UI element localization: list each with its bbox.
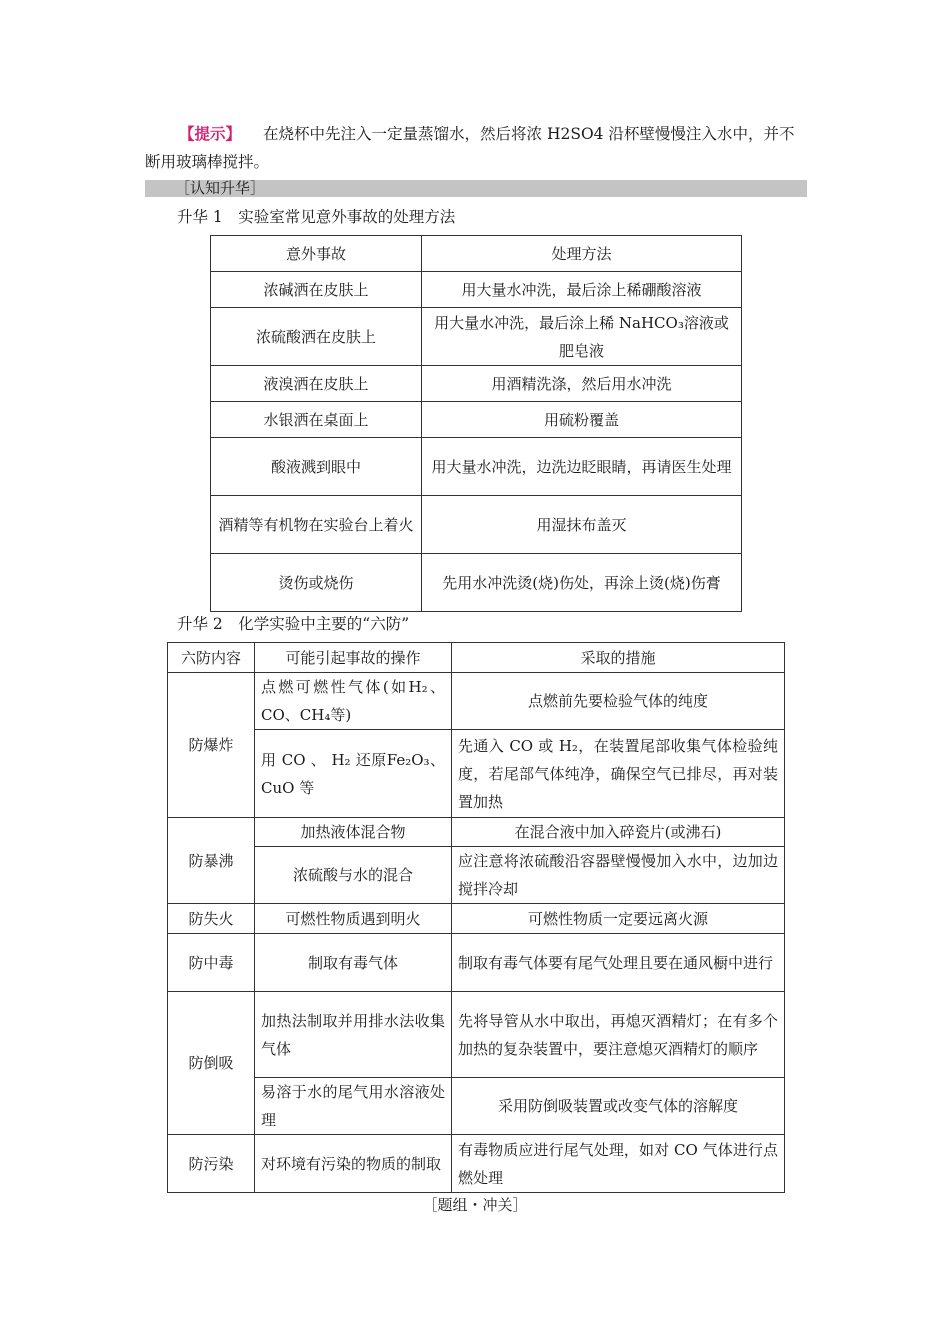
table-row (211, 554, 742, 612)
table-row (211, 496, 742, 554)
operation-cell: 对环境有污染的物质的制取 (255, 1135, 452, 1193)
column-header: 意外事故 (211, 236, 422, 272)
accident-cell: 酒精等有机物在实验台上着火 (211, 496, 422, 554)
measure-cell: 在混合液中加入碎瓷片(或沸石) (452, 818, 785, 847)
prevention-category-cell: 防倒吸 (168, 992, 255, 1135)
section-band (145, 180, 807, 197)
accident-cell: 水银洒在桌面上 (211, 402, 422, 438)
table-row (211, 308, 742, 366)
table-row (168, 730, 785, 818)
measure-cell: 应注意将浓硫酸沿容器壁慢慢加入水中，边加边搅拌冷却 (452, 847, 785, 904)
accident-table (210, 235, 742, 612)
table-row (168, 673, 785, 730)
accident-cell: 烫伤或烧伤 (211, 554, 422, 612)
table-row (168, 1135, 785, 1193)
treatment-cell: 用大量水冲洗，边洗边眨眼睛，再请医生处理 (422, 438, 742, 496)
table-row (168, 934, 785, 992)
accident-cell: 液溴洒在皮肤上 (211, 366, 422, 402)
table-row (211, 366, 742, 402)
column-header: 处理方法 (422, 236, 742, 272)
table-header-row (211, 236, 742, 272)
accident-cell: 酸液溅到眼中 (211, 438, 422, 496)
section2-heading: 升华 2 化学实验中主要的“六防” (177, 615, 410, 633)
column-header: 可能引起事故的操作 (255, 643, 452, 673)
operation-cell: 浓硫酸与水的混合 (255, 847, 452, 904)
tip-paragraph (145, 120, 807, 176)
operation-cell: 易溶于水的尾气用水溶液处理 (255, 1078, 452, 1135)
footer-title: ［题组・冲关］ (422, 1196, 528, 1214)
measure-cell: 有毒物质应进行尾气处理，如对 CO 气体进行点燃处理 (452, 1135, 785, 1193)
treatment-cell: 用大量水冲洗，最后涂上稀硼酸溶液 (422, 272, 742, 308)
measure-cell: 制取有毒气体要有尾气处理且要在通风橱中进行 (452, 934, 785, 992)
treatment-cell: 用湿抹布盖灭 (422, 496, 742, 554)
six-prevention-table (167, 642, 785, 1193)
measure-cell: 点燃前先要检验气体的纯度 (452, 673, 785, 730)
operation-cell: 加热液体混合物 (255, 818, 452, 847)
measure-cell: 可燃性物质一定要远离火源 (452, 904, 785, 934)
prevention-category-cell: 防爆炸 (168, 673, 255, 818)
treatment-cell: 用大量水冲洗，最后涂上稀 NaHCO₃溶液或肥皂液 (422, 308, 742, 366)
table-row (168, 904, 785, 934)
treatment-cell: 先用水冲洗烫(烧)伤处，再涂上烫(烧)伤膏 (422, 554, 742, 612)
prevention-category-cell: 防中毒 (168, 934, 255, 992)
operation-cell: 用 CO 、 H₂ 还原Fe₂O₃、CuO 等 (255, 730, 452, 818)
measure-cell: 采用防倒吸装置或改变气体的溶解度 (452, 1078, 785, 1135)
measure-cell: 先将导管从水中取出，再熄灭酒精灯；在有多个加热的复杂装置中，要注意熄灭酒精灯的顺序 (452, 992, 785, 1078)
table-row (211, 272, 742, 308)
treatment-cell: 用硫粉覆盖 (422, 402, 742, 438)
accident-cell: 浓硫酸洒在皮肤上 (211, 308, 422, 366)
column-header: 采取的措施 (452, 643, 785, 673)
treatment-cell: 用酒精洗涤，然后用水冲洗 (422, 366, 742, 402)
accident-cell: 浓碱洒在皮肤上 (211, 272, 422, 308)
table-row (211, 402, 742, 438)
table-row (168, 1078, 785, 1135)
operation-cell: 可燃性物质遇到明火 (255, 904, 452, 934)
table-row (211, 438, 742, 496)
table-header-row (168, 643, 785, 673)
band-title: ［认知升华］ (175, 179, 266, 197)
tip-label: 【提示】 (179, 124, 242, 143)
table-row (168, 847, 785, 904)
table-row (168, 818, 785, 847)
measure-cell: 先通入 CO 或 H₂，在装置尾部收集气体检验纯度，若尾部气体纯净，确保空气已排尽，再对装置加热 (452, 730, 785, 818)
operation-cell: 加热法制取并用排水法收集气体 (255, 992, 452, 1078)
column-header: 六防内容 (168, 643, 255, 673)
operation-cell: 制取有毒气体 (255, 934, 452, 992)
prevention-category-cell: 防暴沸 (168, 818, 255, 904)
operation-cell: 点燃可燃性气体(如H₂、CO、CH₄等) (255, 673, 452, 730)
tip-text: 在烧杯中先注入一定量蒸馏水，然后将浓 H2SO4 沿杯壁慢慢注入水中，并不断用玻璃棒搅拌。 (145, 125, 795, 171)
prevention-category-cell: 防失火 (168, 904, 255, 934)
prevention-category-cell: 防污染 (168, 1135, 255, 1193)
section1-heading: 升华 1 实验室常见意外事故的处理方法 (177, 208, 456, 226)
table-row (168, 992, 785, 1078)
